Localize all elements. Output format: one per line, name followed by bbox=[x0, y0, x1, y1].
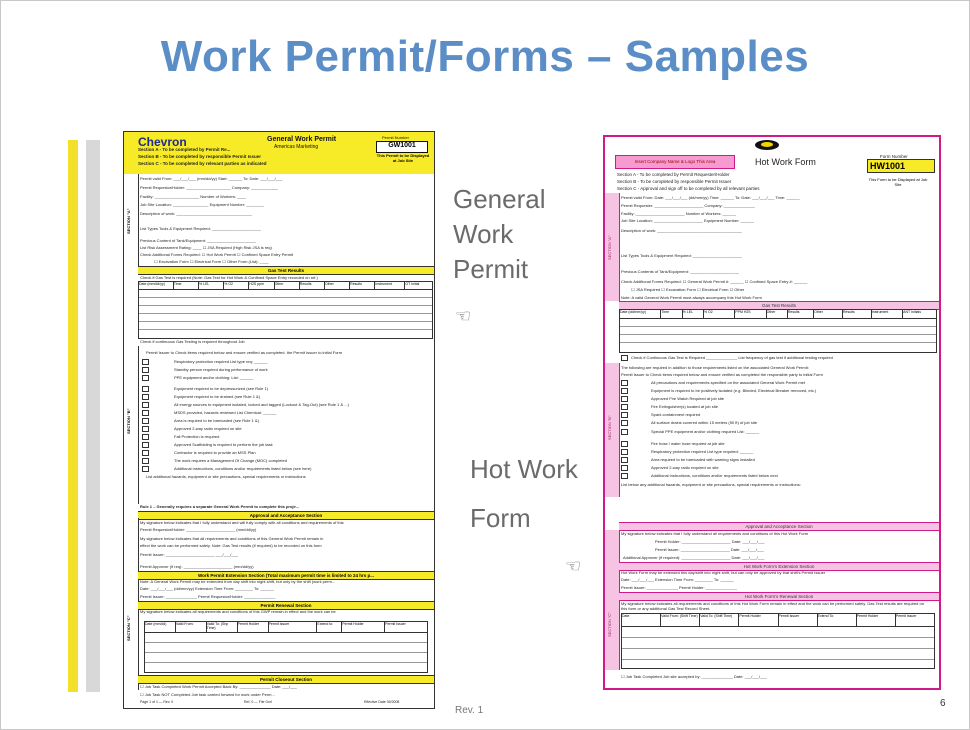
hw-extension-band: Hot Work Form's Extension Section bbox=[619, 562, 939, 571]
gwp-renewal-col: Date (mm/dd) bbox=[145, 622, 176, 632]
hw-field: Description of work: ______________________________________ bbox=[621, 228, 742, 233]
checkbox bbox=[621, 404, 628, 410]
hw-check-item: Area required to be barricaded with warning signs installed bbox=[651, 457, 755, 462]
checkbox bbox=[621, 355, 628, 361]
hw-renewal-row bbox=[622, 649, 934, 660]
gwp-approval-band: Approval and Acceptance Section bbox=[138, 511, 434, 520]
hw-field: Previous Contents of Tank/Equipment: ______________________ bbox=[621, 269, 740, 274]
hw-gas-col: Results bbox=[843, 310, 872, 318]
hw-sidebar-a bbox=[605, 193, 620, 301]
gwp-check-item: The work requires a Management Of Change (MOC) completed bbox=[174, 458, 287, 463]
hw-following-note: The following are required in addition to those requirements listed on the associated General Work Permit: bbox=[621, 365, 809, 370]
gwp-gas-col: H2S ppm bbox=[249, 282, 274, 289]
gwp-side-label-c: SECTION "C" bbox=[126, 615, 131, 641]
checkbox bbox=[142, 402, 149, 408]
hw-check-item: Additional instructions, conditions and/or requirements listed below next bbox=[651, 473, 778, 478]
gwp-gas-table bbox=[138, 281, 433, 339]
hw-sidebar-c bbox=[605, 530, 620, 670]
gwp-gas-col: Date (mm/dd/yy) bbox=[139, 282, 174, 289]
gwp-foot-left: Page 1 of 1 — Rev. 0 bbox=[140, 700, 174, 704]
hw-renewal-col: Date bbox=[622, 614, 661, 626]
gwp-issuer-note: Permit Issuer to Check items required below and ensure verified as completed. the Permit Issuer to initial Form bbox=[146, 350, 343, 355]
gwp-renewal-col: Valid From: bbox=[176, 622, 207, 632]
hw-closeout-row: ☐ Job Task Completed Job site accepted by: ______________ Date: ___/___/___ bbox=[621, 674, 767, 679]
hw-gas-row bbox=[620, 335, 936, 343]
checkbox bbox=[142, 359, 149, 365]
gwp-check-item: Fall Protection is required bbox=[174, 434, 220, 439]
hw-field: Check Additional Forms Required: ☐ General Work Permit #: ______ ☐ Confined Space Entry #: ______ bbox=[621, 279, 808, 284]
hw-check-item: Special PPE equipment and/or clothing required List: ______ bbox=[651, 429, 760, 434]
checkbox bbox=[142, 418, 149, 424]
gwp-sidebar-b bbox=[124, 346, 139, 504]
gwp-gas-row bbox=[139, 290, 432, 298]
hot-work-form-image bbox=[603, 135, 941, 690]
gwp-extension-note: Note: A General Work Permit may be extended from day shift into night shift, but only by the shift (work perm... bbox=[140, 579, 336, 584]
label-line: Work bbox=[453, 219, 514, 249]
hw-gas-col: Instrument bbox=[872, 310, 903, 318]
gwp-sidebar-c bbox=[124, 518, 139, 690]
gwp-display-note: This Permit to be Displayed at Job Site bbox=[376, 153, 430, 163]
hw-renewal-row bbox=[622, 638, 934, 649]
gwp-field: Job Site Location: ________________ Equipment Number: ________ bbox=[140, 202, 265, 207]
gwp-number-label: Permit Number bbox=[382, 135, 409, 140]
gwp-check-item: Equipment required to be drained (see Rule 1 &) bbox=[174, 394, 261, 399]
gwp-gas-col: % O2 bbox=[224, 282, 249, 289]
checkbox bbox=[142, 466, 149, 472]
gwp-foot-right: Effective Date 09/2008 bbox=[364, 700, 400, 704]
hw-check-item: Approved Fire Watch Required at job site bbox=[651, 396, 724, 401]
hw-field: Permit valid From: Date: ___/___/___ (dd/mm/yy) Time: ______ To: Date: ___/___/___ Time: ______ bbox=[621, 195, 800, 200]
hw-renewal-col: Extend To: bbox=[818, 614, 857, 626]
hw-permit-issuer: Permit Issuer: ______________________ Date: ___/___/___ bbox=[655, 547, 764, 552]
gwp-section-b-line: Section B - To be completed by responsible Permit Issuer bbox=[138, 154, 261, 159]
hw-gas-band: Gas Test Results bbox=[619, 301, 939, 310]
gwp-gas-col: Other bbox=[325, 282, 350, 289]
checkbox bbox=[621, 412, 628, 418]
hw-check-item: Approved 2-way radio required on site bbox=[651, 465, 719, 470]
label-line: Permit bbox=[453, 254, 529, 284]
checkbox bbox=[621, 388, 628, 394]
gwp-continuous-gas: Check if continuous Gas Testing is required throughout Job bbox=[140, 339, 245, 344]
accent-bar-gray bbox=[86, 140, 100, 692]
gwp-permit-approver: Permit Approver (if req): ______________________ (mm/dd/yy) bbox=[140, 564, 254, 569]
gwp-check-item: PPE equipment and/or clothing: List: ______ bbox=[174, 375, 254, 380]
checkbox bbox=[142, 426, 149, 432]
gwp-check-item: Contractor is required to provide an MSS Plan bbox=[174, 450, 256, 455]
hw-check-item: Fire hose / water hose required at job site bbox=[651, 441, 725, 446]
gwp-check-item: MSDS provided, hazards reviewed List Chemical: ______ bbox=[174, 410, 277, 415]
hw-gas-col: Time bbox=[661, 310, 682, 318]
gwp-gas-col: Other bbox=[275, 282, 300, 289]
page-number: 6 bbox=[940, 698, 946, 709]
hw-field: ☐ JSA Required ☐ Excavation Form ☐ Electrical Form ☐ Other bbox=[631, 287, 745, 292]
gwp-field: Check Additional Forms Required: ☐ Hot Work Permit ☐ Confined Space Entry Permit bbox=[140, 252, 294, 257]
gwp-brand: Chevron bbox=[138, 135, 187, 149]
gwp-check-item: Approved Scaffolding is required to perform the job task bbox=[174, 442, 273, 447]
gwp-renewal-col: Valid To: (Shp Time) bbox=[207, 622, 238, 632]
hw-number-label: Form Number bbox=[880, 154, 908, 159]
hw-check-item: Spark containment required bbox=[651, 412, 701, 417]
hw-section-b-line: Section B - To be completed by responsible Permit Issuer bbox=[617, 179, 732, 184]
checkbox bbox=[621, 429, 628, 435]
hw-side-label-b: SECTION "B" bbox=[607, 415, 612, 441]
hw-display-note: This Form to be Displayed at Job Site bbox=[868, 177, 928, 187]
gwp-field: Description of work: __________________________________ bbox=[140, 211, 252, 216]
hw-gas-row bbox=[620, 319, 936, 327]
hw-company-box: Insert Company Name & Logo This Area bbox=[615, 155, 735, 169]
label-line: Form bbox=[470, 503, 531, 533]
hw-check-item: Fire Extinguisher(s) located at job site bbox=[651, 404, 718, 409]
hw-field: Permit Requester: ______________________ Company: ______________ bbox=[621, 203, 755, 208]
checkbox bbox=[621, 457, 628, 463]
hw-gas-col: % O2 bbox=[704, 310, 735, 318]
hw-renewal-col: Permit Holder bbox=[739, 614, 778, 626]
gwp-gas-row bbox=[139, 298, 432, 306]
hw-gas-col: % LEL bbox=[683, 310, 704, 318]
label-line: Hot Work bbox=[470, 454, 578, 484]
gwp-extension-row: Date: ___/___/___ (dd/mm/yy) Extension Time From: ________ To: ______ bbox=[140, 586, 274, 591]
hw-approval-band: Approval and Acceptance Section bbox=[619, 522, 939, 531]
hw-gas-col: Other bbox=[814, 310, 843, 318]
gwp-approval-text: effect the work can be performed safely. Note: Gas Test results (if required) to be recorded on this form bbox=[140, 543, 322, 548]
checkbox bbox=[621, 441, 628, 447]
hot-work-form-label bbox=[470, 452, 578, 487]
checkbox bbox=[142, 386, 149, 392]
gwp-renewal-col: Permit Holder bbox=[342, 622, 385, 632]
hw-renewal-col: Permit Holder bbox=[857, 614, 896, 626]
gwp-approval-text: Permit Requestor/Holder: ______________________ (mm/dd/yy) bbox=[140, 527, 257, 532]
gwp-field: Permit Requestor/Holder: ____________________ Company: ____________ bbox=[140, 185, 278, 190]
gwp-subtitle: Americas Marketing bbox=[274, 144, 319, 150]
gwp-field: Permit valid From: ___/___/___ (mm/dd/yy) Start: ______ To: Date: ___/___/___ bbox=[140, 176, 283, 181]
gwp-permit-issuer: Permit Issuer: ______________________ ___/___/___ bbox=[140, 552, 239, 557]
hw-gas-col: Date (dd/mm/yy) bbox=[620, 310, 661, 318]
gwp-gas-col: Instrument bbox=[375, 282, 405, 289]
gwp-gas-col: GT Initial bbox=[405, 282, 420, 286]
checkbox bbox=[621, 420, 628, 426]
hw-extension-note: Hot Work Form may be extended this day/shift into night shift, but can only be approved by that shift's Permit Issuer bbox=[621, 570, 826, 575]
footer-revision: Rev. 1 bbox=[455, 705, 484, 716]
gwp-renewal-row bbox=[145, 653, 427, 663]
gwp-check-item: Area is required to be barricaded (see Rule 1 &) bbox=[174, 418, 259, 423]
gwp-gas-col: Results bbox=[300, 282, 325, 289]
hot-work-form-label-line2 bbox=[470, 501, 531, 536]
hw-gas-col: ANT Initials bbox=[903, 310, 921, 314]
hw-renewal-col: Permit Issuer bbox=[895, 614, 917, 618]
hw-check-item: All precautions and requirements specified on the associated General Work Permit met bbox=[651, 380, 806, 385]
checkbox bbox=[142, 434, 149, 440]
checkbox bbox=[142, 367, 149, 373]
gwp-renewal-table bbox=[144, 621, 428, 673]
hw-field: Job Site Location: ______________________ Equipment Number: ______ bbox=[621, 218, 754, 223]
hw-renewal-table bbox=[621, 613, 935, 669]
hw-side-label-c: SECTION "C" bbox=[607, 612, 612, 638]
checkbox bbox=[621, 380, 628, 386]
hw-code: HW1001 bbox=[867, 159, 935, 173]
hw-gas-header-row bbox=[620, 310, 936, 319]
gwp-closeout-row: ☐ Job Task Completed Work Permit Accepted Back By: ______________ Date: ___/___ bbox=[140, 684, 297, 689]
pointing-hand-icon: ☜ bbox=[565, 556, 582, 576]
hw-check-item: Equipment is required to be positively isolated (e.g. Blinded, Electrical Breaker removed, etc.) bbox=[651, 388, 817, 393]
gwp-field: Facility: ____________________ Number of Workers: ____ bbox=[140, 194, 246, 199]
gwp-renewal-note: My signature below indicates all requirements and conditions of this GWP remain in effect and the work can be bbox=[140, 609, 336, 614]
general-work-permit-image bbox=[123, 131, 435, 709]
hw-renewal-band: Hot Work Form's Renewal Section bbox=[619, 592, 939, 601]
hw-permit-holder: Permit Holder: ______________________ Date: ___/___/___ bbox=[655, 539, 765, 544]
gwp-rule-note: Rule 1 – Generally requires a separate General Work Permit to complete this proje... bbox=[140, 504, 300, 509]
hw-gas-table bbox=[619, 309, 937, 353]
gwp-gas-col: % LEL bbox=[199, 282, 224, 289]
gwp-approval-text: My signature below indicates that all requirements and conditions of this General Work Permit remain in bbox=[140, 536, 324, 541]
checkbox bbox=[621, 396, 628, 402]
gwp-approval-text: My signature below indicates that I fully understand and will fully comply with all conditions and requirements of this bbox=[140, 520, 344, 525]
gwp-gas-header-row bbox=[139, 282, 432, 290]
gwp-field: List Risk Assessment Rating: ____ ☐ JSA Required (High Risk JSA is req) bbox=[140, 245, 272, 250]
hw-section-a-line: Section A - To be completed by Permit Requester/Holder bbox=[617, 172, 730, 177]
checkbox bbox=[142, 410, 149, 416]
hw-approval-text: My signature below indicates that I fully understand all requirements and conditions of this Hot Work Form bbox=[621, 531, 809, 536]
hw-extension-row: Date: ___/___/___ Extension Time From: ________ To: ______ bbox=[621, 577, 734, 582]
checkbox bbox=[142, 394, 149, 400]
hw-gas-col: PPM H2S bbox=[735, 310, 766, 318]
hw-logo-inner bbox=[761, 142, 773, 147]
gwp-sidebar-a bbox=[124, 174, 139, 268]
gwp-foot-mid: Ref. 0 — File Gnrl bbox=[244, 700, 273, 704]
gwp-code: GW1001 bbox=[376, 141, 428, 153]
hw-check-item: List below any additional hazards, equipment or site precautions, special requirements or instructions: bbox=[621, 482, 801, 487]
hw-check-item: All surface drains covered within 15 meters (50 ft) of job site bbox=[651, 420, 758, 425]
checkbox bbox=[621, 449, 628, 455]
checkbox bbox=[142, 442, 149, 448]
hw-field: Note: A valid General Work Permit must always accompany this Hot Work Form bbox=[621, 295, 762, 300]
gwp-field: List Types Tools & Equipment Required: ______________________ bbox=[140, 226, 261, 231]
hw-field: Facility: ______________________ Number of Workers: ______ bbox=[621, 211, 736, 216]
hw-extension-issuer: Permit Issuer: ______________ Permit Holder: ______________ bbox=[621, 585, 737, 590]
gwp-gas-row bbox=[139, 314, 432, 322]
gwp-check-item: Equipment required to be depressurized (see Rule 1) bbox=[174, 386, 269, 391]
hw-title: Hot Work Form bbox=[755, 157, 816, 167]
label-line: General bbox=[453, 184, 546, 214]
gwp-renewal-header-row bbox=[145, 622, 427, 633]
gwp-side-label-b: SECTION "B" bbox=[126, 408, 131, 434]
slide-title: Work Permit/Forms – Samples bbox=[160, 32, 810, 81]
hw-renewal-col: Valid From: (Shift Time) bbox=[661, 614, 700, 626]
checkbox bbox=[142, 375, 149, 381]
gwp-renewal-row bbox=[145, 633, 427, 643]
gwp-renewal-row bbox=[145, 643, 427, 653]
gwp-check-item: Approved 2-way radio required on site bbox=[174, 426, 242, 431]
gwp-section-c-line: Section C - To be completed by relevant parties as indicated bbox=[138, 161, 267, 166]
gwp-renewal-col: Permit Issuer bbox=[385, 622, 406, 626]
hw-header bbox=[605, 137, 939, 173]
hw-gas-col: Other bbox=[767, 310, 788, 318]
gwp-renewal-col: Permit Issuer bbox=[269, 622, 318, 632]
hw-continuous-gas: Check if Continuous Gas Test is Required ______________ List frequency of gas test if additional testing required bbox=[631, 355, 833, 360]
checkbox bbox=[142, 450, 149, 456]
gwp-gas-col: Time bbox=[174, 282, 199, 289]
hw-renewal-col: Permit Issuer bbox=[779, 614, 818, 626]
hw-renewal-note: My signature below indicates all requirements and conditions of this Hot Work Form remain in effect and the work can be performed safely. Gas Test results are required on this form or any additional Gas Test Record Sheet. bbox=[621, 601, 924, 611]
hw-gas-row bbox=[620, 327, 936, 335]
hw-renewal-row bbox=[622, 627, 934, 638]
checkbox bbox=[621, 465, 628, 471]
gwp-check-item: Additional instructions, conditions and/or requirements listed below (see here) bbox=[174, 466, 312, 471]
gwp-closeout-row: ☐ Job Task NOT Completed Job task carried forward for work under Perm... bbox=[140, 692, 275, 697]
gwp-gas-note: Check if Gas Test is required (Note: Gas Test for Hot Work & Confined Space Entry recorded on ref.) bbox=[140, 275, 318, 280]
gwp-extension-issuer: Permit Issuer: ______________ Permit Requestor/Holder: ______________ bbox=[140, 594, 276, 599]
gwp-gas-band: Gas Test Results bbox=[138, 266, 434, 275]
checkbox bbox=[621, 473, 628, 479]
hw-section-c-line: Section C - Approval and sign off to be completed by all relevant parties bbox=[617, 186, 760, 191]
accent-bar-yellow bbox=[68, 140, 78, 692]
gwp-section-a-line: Section A - To be completed by Permit Re... bbox=[138, 147, 231, 152]
gwp-gas-row bbox=[139, 322, 432, 330]
gwp-title: General Work Permit bbox=[267, 136, 337, 143]
general-work-permit-label bbox=[453, 182, 546, 287]
hw-renewal-header-row bbox=[622, 614, 934, 627]
gwp-extension-band: Work Permit Extension Section (Total maximum permit time is limited to 24 hrs p... bbox=[138, 571, 434, 580]
hw-gas-col: Results bbox=[788, 310, 814, 318]
gwp-field: Previous Content of Tank/Equipment: ______________________ bbox=[140, 238, 257, 243]
gwp-side-label-a: SECTION "A" bbox=[126, 208, 131, 234]
gwp-renewal-col: Permit Holder bbox=[238, 622, 269, 632]
hw-field: List Types Tools & Equipment Required: ______________________ bbox=[621, 253, 742, 258]
hw-sidebar-b bbox=[605, 363, 620, 497]
gwp-header bbox=[124, 132, 434, 174]
hw-check-item: Respiratory protection required List type required: ______ bbox=[651, 449, 754, 454]
gwp-gas-col: Results bbox=[350, 282, 375, 289]
gwp-renewal-col: Extend to: bbox=[317, 622, 342, 632]
gwp-renewal-band: Permit Renewal Section bbox=[138, 601, 434, 610]
pointing-hand-icon: ☜ bbox=[455, 306, 472, 326]
hw-renewal-col: Valid To: (Shift Time) bbox=[700, 614, 739, 626]
hw-issuer-note: Permit Issuer to Check items required below and ensure verified as completed the responsible party to initial Form bbox=[621, 372, 823, 377]
gwp-check-item: List additional hazards, equipment or site precautions, special requirements or instructions bbox=[146, 474, 306, 479]
gwp-check-item: All energy sources to equipment isolated, locked and tagged (Lockout & Tag-Out) (see Rule 1 & ...) bbox=[174, 402, 349, 407]
gwp-field: ☐ Excavation Form ☐ Electrical Form ☐ Other Form (List): ____ bbox=[154, 259, 269, 264]
gwp-check-item: Respiratory protection required List type req: ______ bbox=[174, 359, 268, 364]
hw-permit-approver: Additional Approver (if required): ______________________ Date: ___/___/___ bbox=[623, 555, 765, 560]
hw-side-label-a: SECTION "A" bbox=[607, 235, 612, 261]
gwp-closeout-band: Permit Closeout Section bbox=[138, 675, 434, 684]
gwp-gas-row bbox=[139, 306, 432, 314]
checkbox bbox=[142, 458, 149, 464]
hw-gas-row bbox=[620, 343, 936, 350]
gwp-check-item: Standby person required during performance of work bbox=[174, 367, 268, 372]
